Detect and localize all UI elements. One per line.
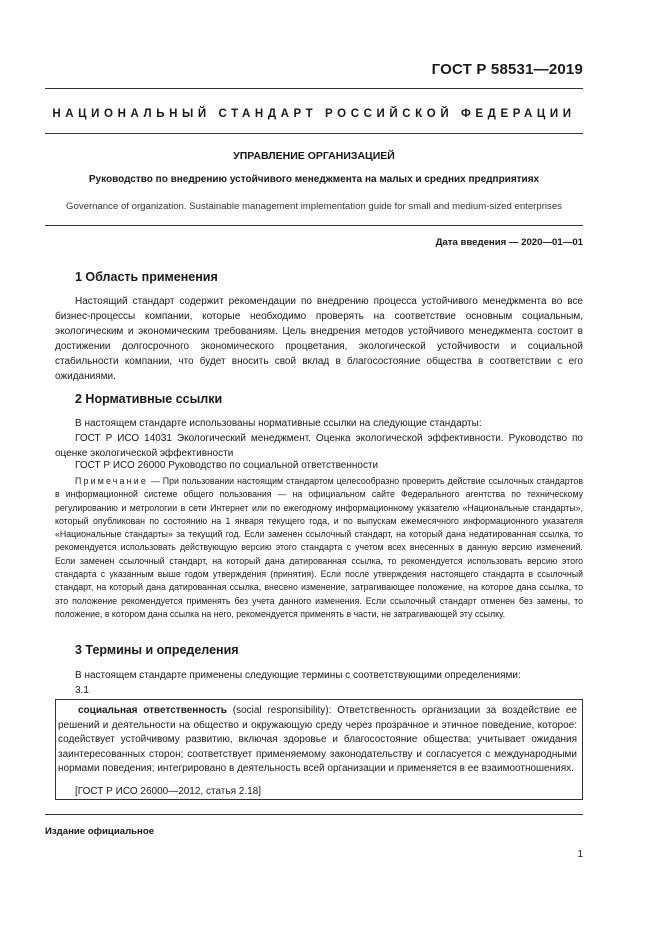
introduction-date: Дата введения — 2020—01—01 <box>435 237 583 248</box>
section-2-intro: В настоящем стандарте использованы нормативные ссылки на следующие стандарты: <box>75 418 482 429</box>
term-source: [ГОСТ Р ИСО 26000—2012, статья 2.18] <box>75 786 262 797</box>
term-english: (social responsibility): <box>232 705 332 716</box>
official-edition: Издание официальное <box>45 826 155 837</box>
reference-note <box>55 475 583 621</box>
term-name: социальная ответственность <box>78 705 227 716</box>
banner-rule <box>45 133 583 134</box>
normative-reference-1: ГОСТ Р ИСО 14031 Экологический менеджмент. Оценка экологической эффективности. Руководство по оценке экологической эффективности <box>55 433 583 459</box>
section-1-heading: 1 Область применения <box>75 270 218 284</box>
section-3-heading: 3 Термины и определения <box>75 643 239 657</box>
normative-reference-2: ГОСТ Р ИСО 26000 Руководство по социальной ответственности <box>75 460 379 471</box>
note-label: Примечание <box>75 476 148 486</box>
term-number: 3.1 <box>75 685 89 696</box>
term-definition <box>58 704 577 777</box>
section-1-text: Настоящий стандарт содержит рекомендации по внедрению процесса устойчивого менеджмента во все бизнес-процессы компании, которые необходимо проверять на соответствие основным социальным, экологическим и экономическим требованиям. Цель внедрения методов устойчивого менеджмента состоит в достижении долгосрочного экономического процветания, экологической устойчивости и социальной стабильности компании, что будет вносить свой вклад в благосостояние общества в соответствии с его ожиданиями. <box>55 296 583 382</box>
header-rule <box>45 88 583 89</box>
document-title: УПРАВЛЕНИЕ ОРГАНИЗАЦИЕЙ <box>233 150 395 162</box>
note-text: — При пользовании настоящим стандартом целесообразно проверить действие ссылочных стандартов в информационной системе общего пользования — на официальном сайте Федерального агентства по техническому регулированию и метрологии в сети Интернет или по ежегодному информационному указателю «Национальные стандарты», который опубликован по состоянию на 1 января текущего года, и по выпускам ежемесячного информационного указателя «Национальные стандарты» за текущий год. Если заменен ссылочный стандарт, на который дана недатированная ссылка, то рекомендуется использовать действующую версию этого стандарта с учетом всех внесенных в данную версию изменений. Если заменен ссылочный стандарт, на который дана датированная ссылка, то рекомендуется использовать версию этого стандарта с указанным выше годом утверждения (принятия). Если после утверждения настоящего стандарта в ссылочный стандарт, на который дана датированная ссылка, внесено изменение, затрагивающее положение, на которое дана ссылка, то это положение рекомендуется применять без учета данного изменения. Если ссылочный стандарт отменен без замены, то положение, в котором дана ссылка на него, рекомендуется применять в части, не затрагивающей эту ссылку. <box>55 476 583 619</box>
term-definition-text: Ответственность организации за воздействие ее решений и деятельности на общество и окружающую среду через прозрачное и этичное поведение, которое: содействует устойчивому развитию, включая здоровье и благосостояние общества; учитывает ожидания заинтересованных сторон; соответствует применяемому законодательству и согласуется с международными нормами поведения; интегрировано в деятельность всей организации и применяется в ее взаимоотношениях. <box>58 705 577 774</box>
footer-rule <box>45 814 583 815</box>
document-subtitle: Руководство по внедрению устойчивого менеджмента на малых и средних предприятиях <box>88 174 540 185</box>
english-title: Governance of organization. Sustainable management implementation guide for small and medium-sized enterprises <box>66 201 562 212</box>
page-number: 1 <box>577 849 583 860</box>
title-rule <box>45 225 583 226</box>
section-2-heading: 2 Нормативные ссылки <box>75 392 223 406</box>
national-standard-banner: НАЦИОНАЛЬНЫЙ СТАНДАРТ РОССИЙСКОЙ ФЕДЕРАЦИИ <box>52 108 576 120</box>
section-3-intro: В настоящем стандарте применены следующие термины с соответствующими определениями: <box>75 670 521 681</box>
standard-code: ГОСТ Р 58531—2019 <box>431 61 583 78</box>
